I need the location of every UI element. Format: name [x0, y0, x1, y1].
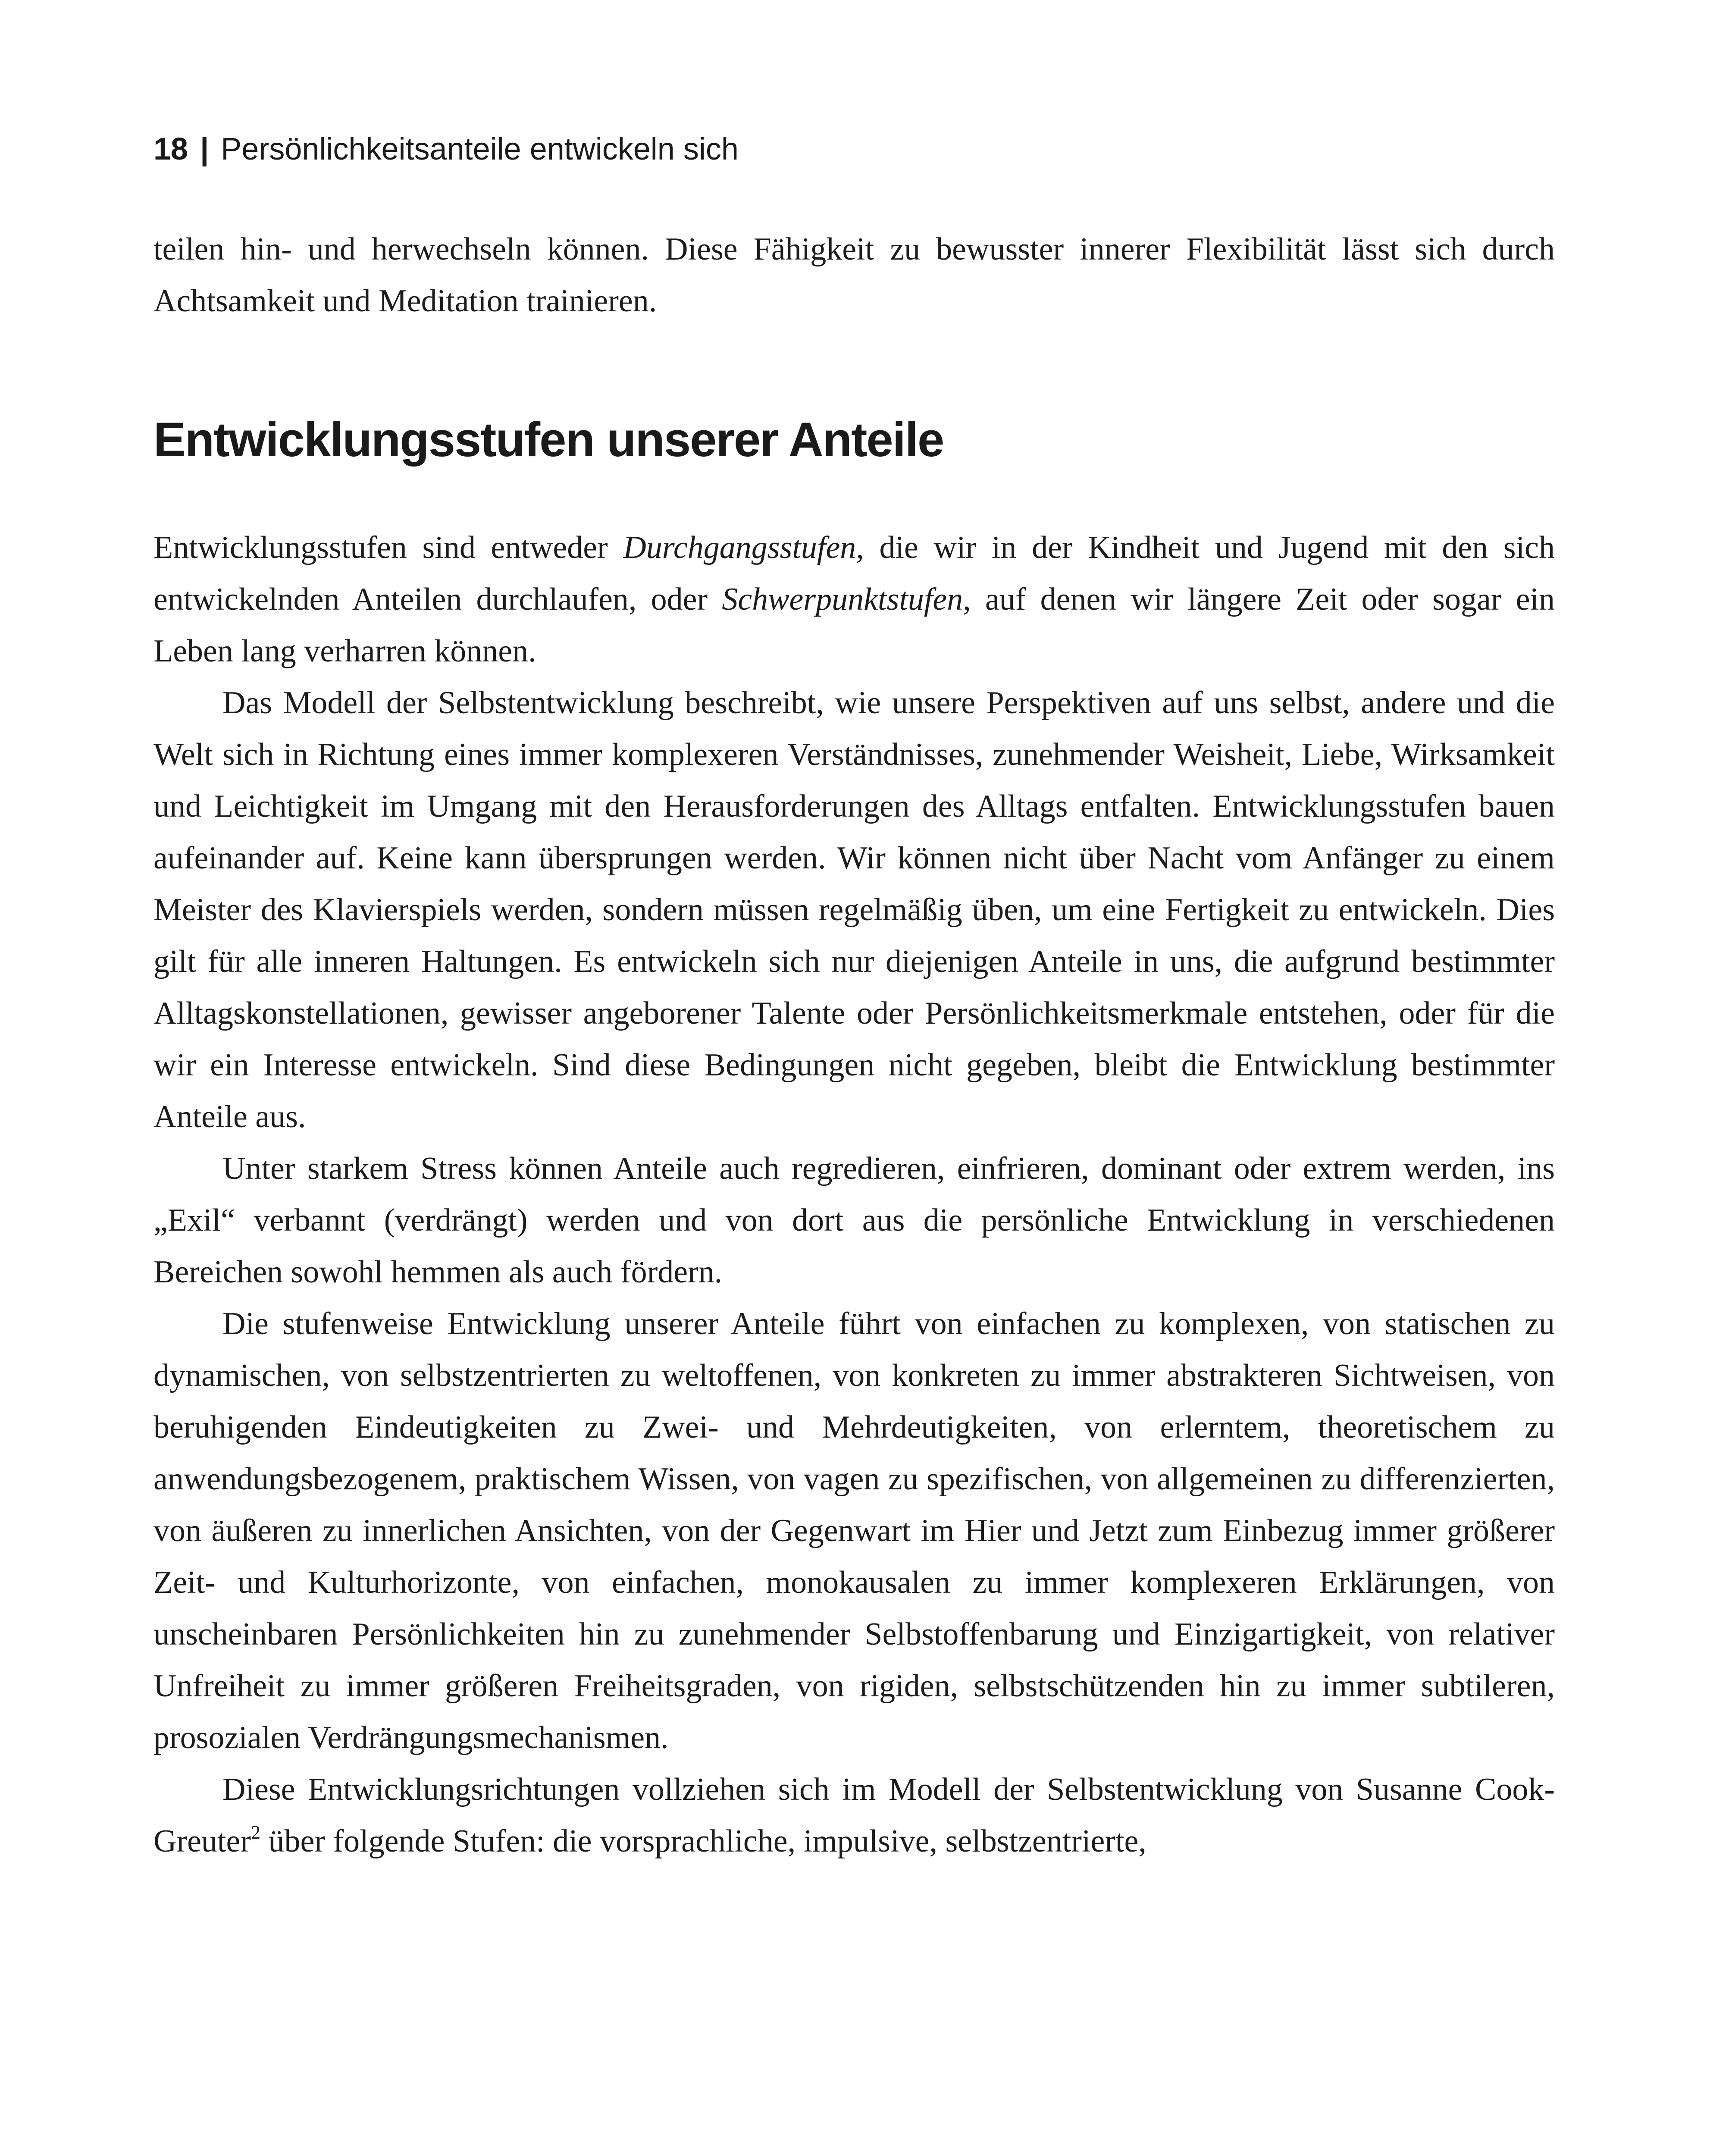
paragraph-5: [153, 1764, 1555, 1867]
footnote-marker: 2: [251, 1822, 260, 1843]
book-page: [153, 0, 1555, 2156]
paragraph-5-text-b: über folgende Stufen: die vorsprachliche, impulsive, selbstzentrierte,: [260, 1824, 1146, 1859]
paragraph-1-text-c: , auf denen wir längere Zeit oder sogar ein Leben lang verharren können.: [153, 582, 1555, 669]
section-body: [153, 522, 1555, 1867]
running-header: [153, 128, 739, 171]
intro-text: [153, 223, 1555, 327]
paragraph-2: Das Modell der Selbstentwicklung beschreibt, wie unsere Perspektiven auf uns selbst, andere und die Welt sich in Richtung eines immer komplexeren Verständnisses, zunehmender Weisheit, Liebe, Wirksamkeit und Leichtigkeit im Umgang mit den Herausforderungen des Alltags entfalten. Entwicklungsstufen bauen aufeinander auf. Keine kann übersprungen werden. Wir können nicht über Nacht vom Anfänger zu einem Meister des Klavierspiels werden, sondern müssen regelmäßig üben, um eine Fertigkeit zu entwickeln. Dies gilt für alle inneren Haltungen. Es entwickeln sich nur diejenigen Anteile in uns, die aufgrund bestimmter Alltagskonstellationen, gewisser angeborener Talente oder Persönlichkeitsmerkmale entstehen, oder für die wir ein Interesse entwickeln. Sind diese Bedingungen nicht gegeben, bleibt die Entwicklung bestimmter Anteile aus.: [153, 685, 1555, 1134]
paragraph-3: Unter starkem Stress können Anteile auch regredieren, einfrieren, dominant oder extrem werden, ins „Exil“ verbannt (verdrängt) werden und von dort aus die persönliche Entwicklung in verschiedenen Bereichen sowohl hemmen als auch fördern.: [153, 1151, 1555, 1290]
page-number: 18: [153, 132, 188, 166]
header-separator: |: [200, 132, 209, 166]
section-heading: Entwicklungsstufen unserer Anteile: [153, 413, 944, 467]
term-schwerpunktstufen: Schwerpunktstufen: [722, 582, 963, 617]
paragraph-5-text-a: Diese Entwicklungsrichtungen vollziehen sich im Modell der Selbstentwicklung von Susanne Cook-Greuter: [153, 1772, 1555, 1859]
term-durchgangsstufen: Durchgangsstufen,: [623, 530, 864, 565]
paragraph-1: [153, 522, 1555, 677]
paragraph-1-text-b: die wir in der Kindheit und Jugend mit den sich entwickelnden Anteilen durchlaufen, oder: [153, 530, 1555, 617]
paragraph-1-text-a: Entwicklungsstufen sind entweder: [153, 530, 623, 565]
running-title: Persönlichkeitsanteile entwickeln sich: [221, 132, 739, 166]
intro-paragraph: teilen hin- und herwechseln können. Diese Fähigkeit zu bewusster innerer Flexibilität lässt sich durch Achtsamkeit und Meditation trainieren.: [153, 232, 1555, 319]
paragraph-4: Die stufenweise Entwicklung unserer Anteile führt von einfachen zu komplexen, von statischen zu dynamischen, von selbstzentrierten zu weltoffenen, von konkreten zu immer abstrakteren Sichtweisen, von beruhigenden Eindeutigkeiten zu Zwei- und Mehrdeutigkeiten, von erlerntem, theoretischem zu anwendungsbezogenem, praktischem Wissen, von vagen zu spezifischen, von allgemeinen zu differenzierten, von äußeren zu innerlichen Ansichten, von der Gegenwart im Hier und Jetzt zum Einbezug immer größerer Zeit- und Kulturhorizonte, von einfachen, monokausalen zu immer komplexeren Erklärungen, von unscheinbaren Persönlichkeiten hin zu zunehmender Selbstoffenbarung und Einzigartigkeit, von relativer Unfreiheit zu immer größeren Freiheitsgraden, von rigiden, selbstschützenden hin zu immer subtileren, prosozialen Verdrängungsmechanismen.: [153, 1306, 1555, 1755]
